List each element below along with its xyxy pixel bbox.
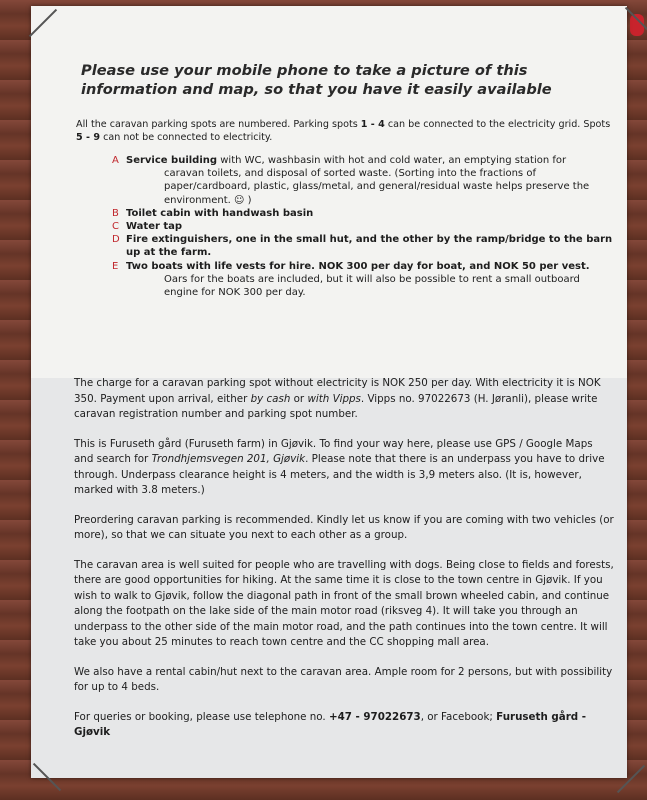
item-head: Service building: [126, 155, 218, 166]
item-head: Toilet cabin with handwash basin: [126, 207, 314, 219]
paragraph-preorder: Preordering caravan parking is recommended. Kindly let us know if you are coming with two vehicles (or more), so that we can situate you next to each other as a group.: [74, 513, 614, 541]
item-continuation: caravan toilets, and disposal of sorted waste. (Sorting into the fractions of paper/cardboard, plastic, glass/metal, and general/residual waste helps preserve the environment. ☺ ): [164, 168, 590, 206]
charge-text-3: . Vipps no. 97022673 (H. Jøranli), please write caravan registration number and parking spot number.: [74, 392, 598, 420]
item-continuation: Oars for the boats are included, but it will also be possible to rent a small outboard engine for NOK 300 per day.: [164, 273, 580, 299]
upper-content: [76, 61, 616, 299]
list-item: [112, 154, 616, 207]
item-text: with WC, washbasin with hot and cold water, an emptying station for: [217, 155, 567, 166]
location-text-2: . Please note that there is an underpass you have to drive through. Underpass clearance height is 4 meters, and the width is 3,9 meters also. (It is, however, marked with 3.8 meters.): [74, 453, 605, 496]
paragraph-charge: [74, 376, 614, 423]
item-head: Fire extinguishers, one in the small hut, and the other by the ramp/bridge to the barn up at the farm.: [126, 234, 613, 259]
item-head: Two boats with life vests for hire. NOK 300 per day for boat, and NOK 50 per vest.: [126, 260, 590, 272]
location-address: Trondhjemsvegen 201, Gjøvik: [151, 453, 306, 465]
list-item: [112, 220, 616, 233]
item-letter: B: [112, 207, 119, 219]
item-head: Water tap: [126, 221, 183, 233]
paragraph-location: [74, 437, 614, 499]
charge-text-1: The charge for a caravan parking spot without electricity is NOK 250 per day. With electricity it is NOK 350. Payment upon arrival, either: [74, 377, 601, 405]
charge-cash: by cash: [250, 392, 291, 405]
item-letter: D: [112, 234, 120, 246]
paragraph-cabin: We also have a rental cabin/hut next to the caravan area. Ample room for 2 persons, but with possibility for up to 4 beds.: [74, 665, 613, 693]
page-title: Please use your mobile phone to take a picture of this information and map, so that you have it easily available: [81, 62, 552, 98]
info-sheet: [31, 6, 627, 778]
intro-paragraph: [76, 119, 616, 144]
charge-vipps: with Vipps: [307, 392, 361, 405]
list-item: [112, 233, 616, 259]
contact-text-1: For queries or booking, please use telephone no.: [74, 710, 329, 723]
item-letter: C: [112, 221, 119, 233]
location-text-1: This is Furuseth gård (Furuseth farm) in Gjøvik. To find your way here, please use GPS / Google Maps and search for: [74, 437, 593, 465]
charge-text-2: or: [290, 392, 308, 405]
intro-spots-electric: 1 - 4: [360, 119, 385, 130]
list-item: [112, 207, 616, 220]
lower-content: [74, 376, 614, 755]
contact-phone: +47 - 97022673: [328, 710, 421, 723]
intro-text-1: All the caravan parking spots are numbered. Parking spots: [76, 119, 361, 130]
contact-facebook: Furuseth gård - Gjøvik: [74, 710, 587, 738]
intro-text-3: can not be connected to electricity.: [100, 131, 273, 143]
item-letter: E: [112, 260, 119, 272]
contact-text-2: , or Facebook;: [420, 710, 497, 723]
list-item: [112, 260, 616, 300]
intro-spots-no-electric: 5 - 9: [76, 131, 101, 143]
item-letter: A: [112, 155, 119, 166]
paragraph-contact: [74, 710, 614, 741]
facility-list: [112, 154, 616, 299]
intro-text-2: can be connected to the electricity grid. Spots: [384, 119, 611, 130]
paragraph-dogs: The caravan area is well suited for people who are travelling with dogs. Being close to fields and forests, there are good opportunities for hiking. At the same time it is close to the town centre in Gjøvik. If you wish to walk to Gjøvik, follow the diagonal path in front of the small brown wheeled cabin, and continue along the footpath on the lake side of the main motor road (riksveg 4). It will take you through an underpass to the other side of the main motor road, and the path continues into the town centre. It will take you about 25 minutes to reach town centre and the CC shopping mall area.: [74, 558, 614, 648]
